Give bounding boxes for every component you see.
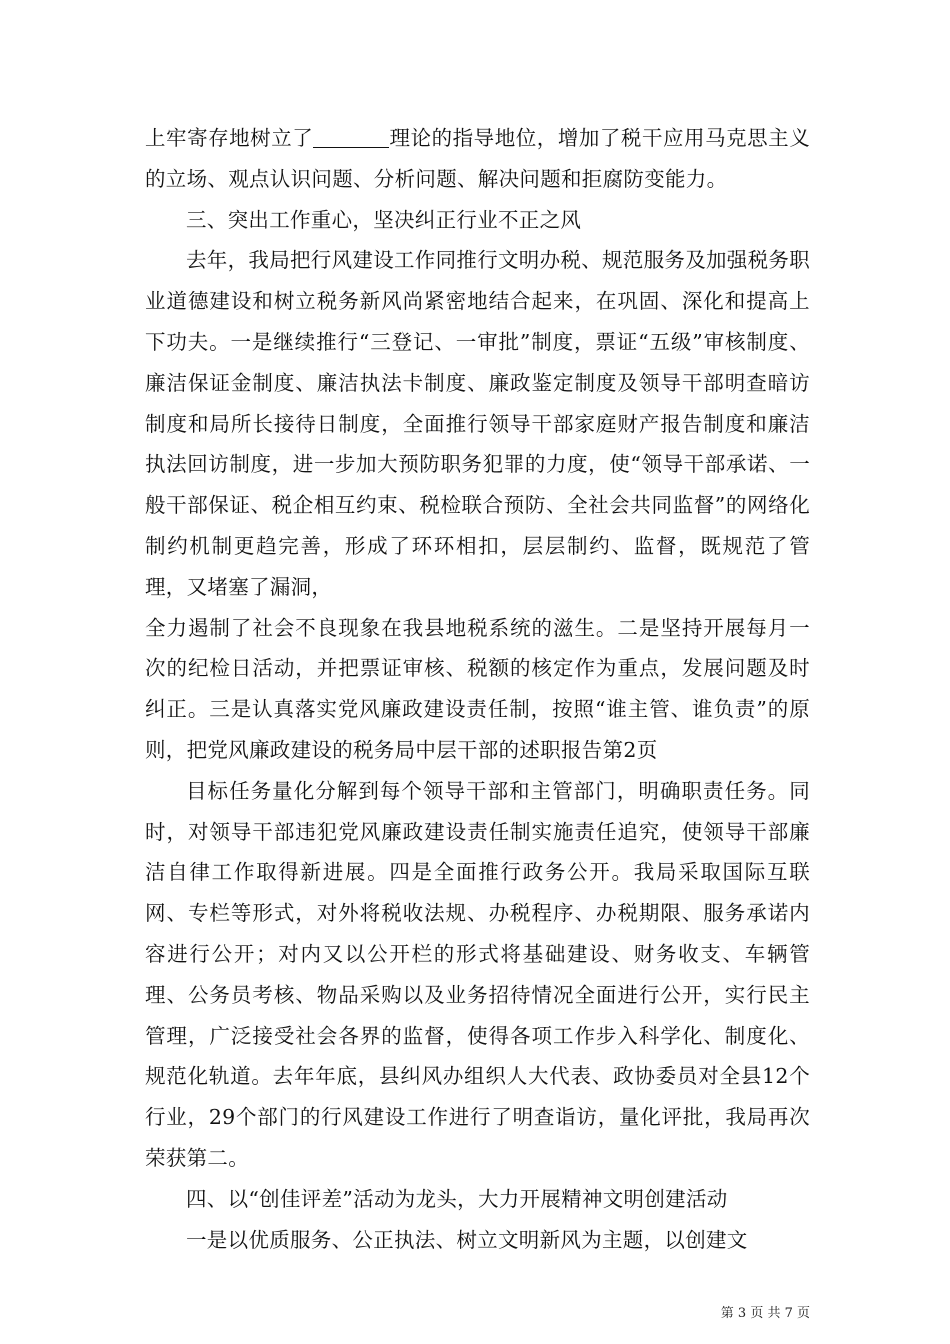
- paragraph-intro-end: 理论的指导地位，增加了税干应用马克思主义的立场、观点认识问题、分析问题、解决问题和拒腐防变能力。: [145, 126, 811, 191]
- paragraph-intro-start: 上牢寄存地树立了: [145, 126, 314, 150]
- document-body: [145, 118, 810, 1260]
- page-footer: 第 3 页 共 7 页: [720, 1306, 810, 1321]
- fill-in-blank: [313, 127, 389, 149]
- paragraph-supervision: 全力遏制了社会不良现象在我县地税系统的滋生。二是坚持开展每月一次的纪检日活动，并把票证审核、税额的核定作为重点，发展问题及时纠正。三是认真落实党风廉政建设责任制，按照“谁主管、谁负责”的原则，把党风廉政建设的税务局中层干部的述职报告第2页: [145, 615, 810, 762]
- paragraph-intro: [145, 118, 810, 200]
- section-heading-3: 三、突出工作重心，坚决纠正行业不正之风: [186, 207, 582, 232]
- paragraph-work-focus: 去年，我局把行风建设工作同推行文明办税、规范服务及加强税务职业道德建设和树立税务新风尚紧密地结合起来，在巩固、深化和提高上下功夫。一是继续推行“三登记、一审批”制度，票证“五级”审核制度、廉洁保证金制度、廉洁执法卡制度、廉政鉴定制度及领导干部明查暗访制度和局所长接待日制度，全面推行领导干部家庭财产报告制度和廉洁执法回访制度，进一步加大预防职务犯罪的力度，使“领导干部承诺、一般干部保证、税企相互约束、税检联合预防、全社会共同监督”的网络化制约机制更趋完善，形成了环环相扣，层层制约、监督，既规范了管理，又堵塞了漏洞，: [145, 248, 810, 599]
- paragraph-service: 一是以优质服务、公正执法、树立文明新风为主题，以创建文: [186, 1227, 748, 1252]
- paragraph-goals: 目标任务量化分解到每个领导干部和主管部门，明确职责任务。同时，对领导干部违犯党风廉政建设责任制实施责任追究，使领导干部廉洁自律工作取得新进展。四是全面推行政务公开。我局采取国际互联网、专栏等形式，对外将税收法规、办税程序、办税期限、服务承诺内容进行公开；对内又以公开栏的形式将基础建设、财务收支、车辆管理、公务员考核、物品采购以及业务招待情况全面进行公开，实行民主管理，广泛接受社会各界的监督，使得各项工作步入科学化、制度化、规范化轨道。去年年底，县纠风办组织人大代表、政协委员对全县12个行业，29个部门的行风建设工作进行了明查诣访，量化评批，我局再次荣获第二。: [145, 778, 810, 1170]
- section-heading-4: 四、以“创佳评差”活动为龙头，大力开展精神文明创建活动: [186, 1186, 728, 1211]
